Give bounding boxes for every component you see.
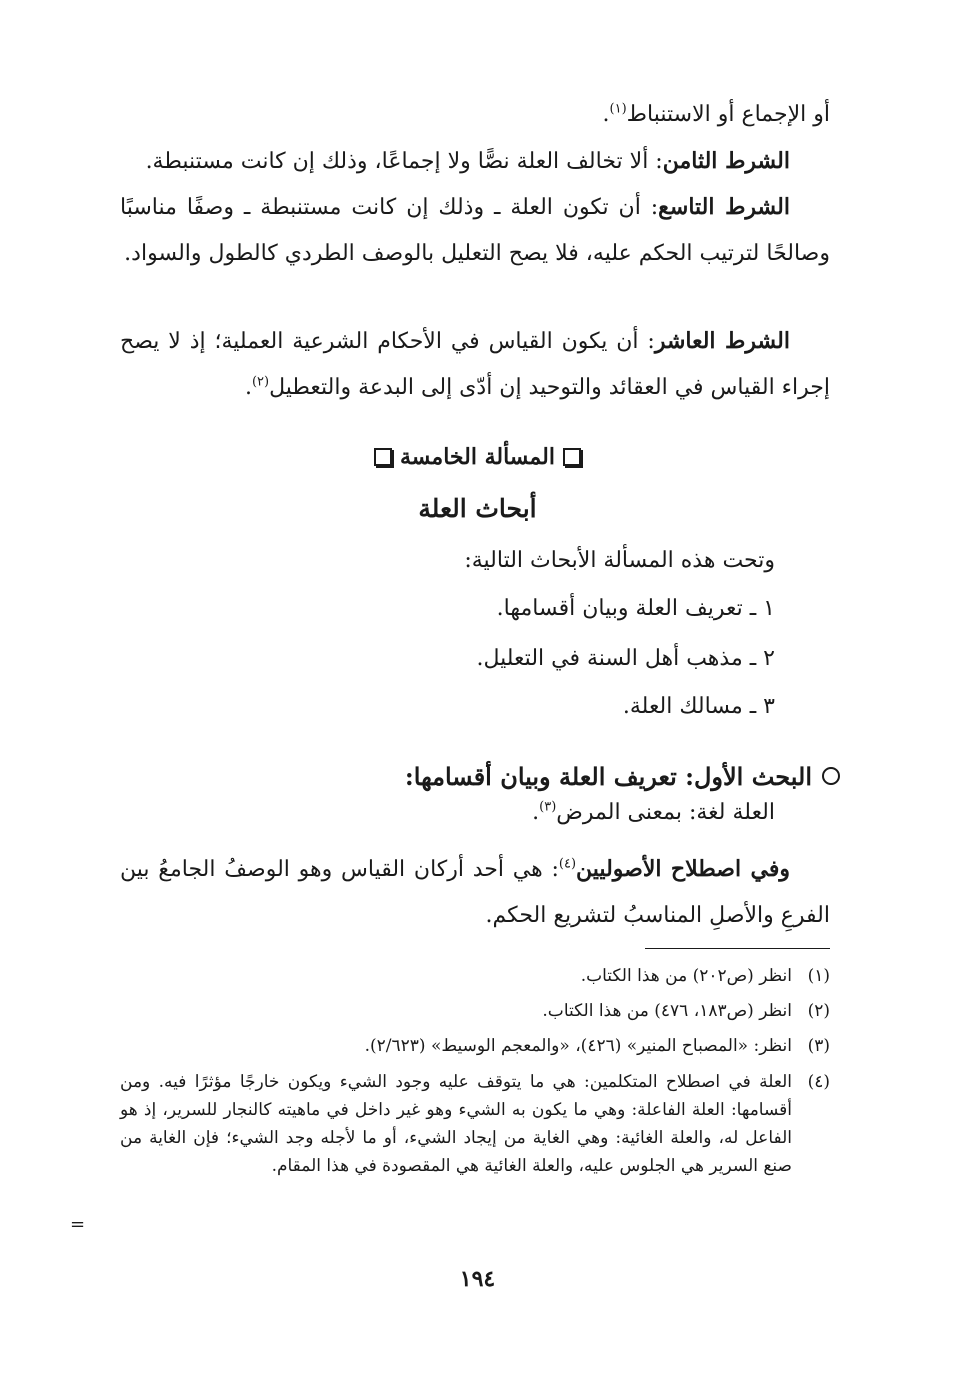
footnote-3 [120, 1032, 830, 1060]
section-heading [0, 444, 955, 470]
footnote-number: (٤) [807, 1072, 830, 1092]
language-definition: العلة لغة: بمعنى المرض$^{(٣)}$. [532, 799, 775, 825]
footnote-4 [120, 1068, 830, 1180]
continuation-mark: = [70, 1214, 86, 1235]
condition-9-text: : أن تكون العلة ـ وذلك إن كانت مستنبطة ـ وصفًا مناسبًا وصالحًا لترتيب الحكم عليه، فلا يصح التعليل بالوصف الطردي كالطول والسواد. [120, 195, 830, 266]
footnote-text: انظر (ص١٨٣، ٤٧٦) من هذا الكتاب. [542, 1001, 792, 1021]
footnote-text: العلة في اصطلاح المتكلمين: هي ما يتوقف عليه وجود الشيء ويكون خارجًا مؤثرًا فيه. ومن أقسامها: العلة الفاعلة: وهي ما يكون به الشيء وهو غير داخل في ماهيته كالنجار للسرير، إذ هو الفاعل له، والعلة الغائية: وهي الغاية من إيجاد الشيء، أو ما لأجله وجد الشيء؛ فإن الغاية من صنع السرير هي الجلوس عليه، والعلة الغائية هي المقصودة في هذا المقام. [120, 1072, 792, 1176]
square-ornament-icon [563, 448, 581, 466]
condition-8-text: : ألا تخالف العلة نصًّا ولا إجماعًا، وذلك إن كانت مستنبطة. [145, 149, 663, 174]
footnote-ref-3[interactable]: (٣) [539, 799, 557, 815]
condition-10-text: : أن يكون القياس في الأحكام الشرعية العملية؛ إذ لا يصح إجراء القياس في العقائد والتوحيد إن أدّى إلى البدعة والتعطيل [120, 329, 830, 400]
term-text: : هي أحد أركان القياس وهو الوصفُ الجامعُ بين الفرعِ والأصلِ المناسبُ لتشريع الحكم. [120, 857, 830, 928]
footnote-number: (١) [807, 966, 830, 986]
footnote-number: (٢) [807, 1001, 830, 1021]
list-item: ٢ ـ مذهب أهل السنة في التعليل. [476, 646, 775, 671]
term-label: وفي اصطلاح الأصوليين [576, 856, 790, 882]
condition-10-label: الشرط العاشر [654, 328, 790, 354]
footnote-ref-1[interactable]: (١) [609, 101, 627, 117]
list-item: ٣ ـ مسالك العلة. [622, 694, 775, 719]
footnote-text: انظر: «المصباح المنير» (٤٢٦)، «والمعجم الوسيط» (٢/٦٢٣). [364, 1036, 792, 1056]
footnote-2 [120, 997, 830, 1025]
footnote-separator [645, 948, 830, 949]
condition-8-paragraph [120, 138, 830, 185]
square-ornament-icon [374, 448, 392, 466]
term-definition-paragraph [120, 846, 830, 939]
list-item: ١ ـ تعريف العلة وبيان أقسامها. [496, 596, 775, 621]
footnote-1 [120, 962, 830, 990]
footnote-ref-4[interactable]: (٤) [558, 856, 577, 872]
condition-9-paragraph [120, 184, 830, 277]
section-subtitle: أبحاث العلة [418, 494, 537, 523]
circle-bullet-icon [822, 767, 840, 785]
condition-10-paragraph: الشرط العاشر: أن يكون القياس في الأحكام الشرعية العملية؛ إذ لا يصح إجراء القياس في العقائد والتوحيد إن أدّى إلى البدعة والتعطيل$^{(٢)}$. [120, 328, 830, 400]
footnote-text: انظر (ص٢٠٢) من هذا الكتاب. [580, 966, 792, 986]
topic-1-heading: البحث الأول: تعريف العلة وبيان أقسامها: [130, 754, 840, 800]
footnote-ref-2[interactable]: (٢) [251, 374, 270, 390]
page-number: ١٩٤ [459, 1266, 496, 1292]
condition-8-label: الشرط الثامن [662, 148, 790, 174]
condition-9-label: الشرط التاسع [658, 194, 790, 220]
footnote-number: (٣) [807, 1036, 830, 1056]
section-intro: وتحت هذه المسألة الأبحاث التالية: [464, 548, 775, 573]
continuation-line: أو الإجماع أو الاستنباط$^{(١)}$. [602, 101, 830, 127]
section-title: المسألة الخامسة [400, 444, 555, 470]
